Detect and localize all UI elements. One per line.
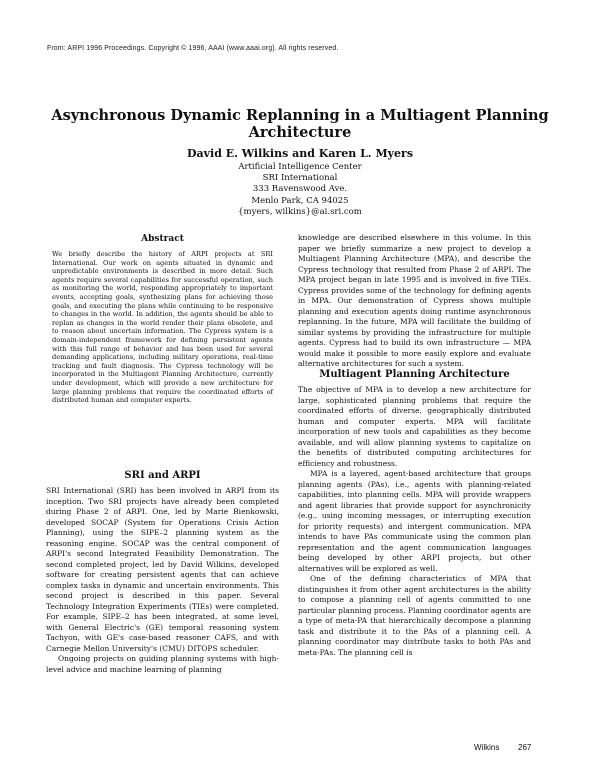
paragraph: knowledge are described elsewhere in this volume. In this paper we briefly summarize a new project to develop a Multiagent Planning Architecture (MPA), and describe the Cypress technology that resulted from Phase 2 of ARPI. The MPA project began in late 1995 and is involved in five TIEs. Cypress provides some of the technology for defining agents in MPA. Our demonstration of Cypress shows multiple planning and execution agents doing runtime asynchronous replanning. In the future, MPA will facilitate the building of similar systems by providing the infrastructure for multiple agents. Cypress had to build its own infrastructure — MPA would make it possible to more easily explore and evaluate alternative architectures for such a system.: [298, 233, 531, 368]
page-number: 267: [518, 743, 532, 752]
section-body-mpa: [298, 385, 531, 658]
section-heading-sri-arpi: SRI and ARPI: [124, 470, 201, 481]
paragraph: Ongoing projects on guiding planning systems with high-level advice and machine learning of planning: [46, 654, 279, 674]
paragraph: SRI International (SRI) has been involved in ARPI from its inception. Two SRI projects have already been completed during Phase 2 of ARPI. One, led by Marie Bienkowski, developed SOCAP (System for Operations Crisis Action Planning), using the SIPE–2 planning system as the reasoning engine. SOCAP was the central component of ARPI's second Integrated Feasibility Demonstration. The second completed project, led by David Wilkins, developed software for creating persistent agents that can achieve complex tasks in dynamic and uncertain environments. This second project is described in this paper. Several Technology Integration Experiments (TIEs) were completed. For example, SIPE–2 has been integrated, at some level, with General Electric's (GE) temporal reasoning system Tachyon, with GE's case-based reasoner CAFS, and with Carnegie Mellon University's (CMU) DITOPS scheduler.: [46, 486, 279, 653]
author-affiliation: [40, 162, 560, 218]
paragraph: MPA is a layered, agent-based architecture that groups planning agents (PAs), i.e., agents with planning-related capabilities, into planning cells. MPA will provide wrappers and agent libraries that provide support for asynchronicity (e.g., using incoming messages, or interrupting execution for priority requests) and intergent communication. MPA intends to have PAs communicate using the common plan representation and the agent communication languages being developed by other ARPI projects, but other alternatives will be explored as well.: [298, 469, 531, 573]
affiliation-line: SRI International: [262, 173, 338, 184]
right-column-intro: [298, 233, 531, 370]
section-body-sri-arpi: [46, 486, 279, 675]
paragraph: The objective of MPA is to develop a new architecture for large, sophisticated planning problems that require the coordinated efforts of diverse, geographically distributed human and computer experts. MPA will facilitate incorporation of new tools and capabilities as they become available, and will allow planning systems to capitalize on the benefits of distributed computing architectures for efficiency and robustness.: [298, 385, 531, 468]
affiliation-line: Menlo Park, CA 94025: [251, 195, 349, 206]
paper-title: Asynchronous Dynamic Replanning in a Multiagent Planning Architecture: [51, 107, 549, 141]
affiliation-line: Artificial Intelligence Center: [238, 162, 362, 172]
footer-running-head: Wilkins: [474, 743, 500, 752]
affiliation-email: {myers, wilkins}@ai.sri.com: [238, 206, 362, 217]
section-heading-mpa: Multiagent Planning Architecture: [319, 369, 510, 380]
abstract-text: We briefly describe the history of ARPI projects at SRI International. Our work on agents situated in dynamic and unpredictable environments is described in more detail. Such agents require several capabilities for successful operation, such as monitoring the world, responding appropriately to important events, accepting goals, synthesizing plans for achieving those goals, and executing the plans while continuing to be responsive to changes in the world. In addition, the agents should be able to replan as changes in the world render their plans obsolete, and to reason about uncertain information. The Cypress system is a domain-independent framework for defining persistent agents with this full range of behavior and has been used for several demanding applications, including military operations, real-time tracking and fault diagnosis. The Cypress technology will be incorporated in the Multiagent Planning Architecture, currently under development, which will provide a new architecture for large planning problems that require the coordinated efforts of distributed human and computer experts.: [52, 250, 273, 405]
affiliation-line: 333 Ravenswood Ave.: [252, 184, 348, 195]
paper-authors: David E. Wilkins and Karen L. Myers: [186, 147, 414, 160]
abstract-heading: Abstract: [141, 234, 184, 244]
copyright-header: From: ARPI 1996 Proceedings. Copyright © 1996, AAAI (www.aaai.org). All rights reserved.: [47, 45, 339, 52]
paragraph: One of the defining characteristics of MPA that distinguishes it from other agent architectures is the ability to compose a planning cell of agents committed to one particular planning process. Planning coordinator agents are a type of meta-PA that hierarchically decompose a planning task and distribute it to the PAs of a planning cell. A planning coordinator may distribute tasks to both PAs and meta-PAs. The planning cell is: [298, 574, 531, 657]
